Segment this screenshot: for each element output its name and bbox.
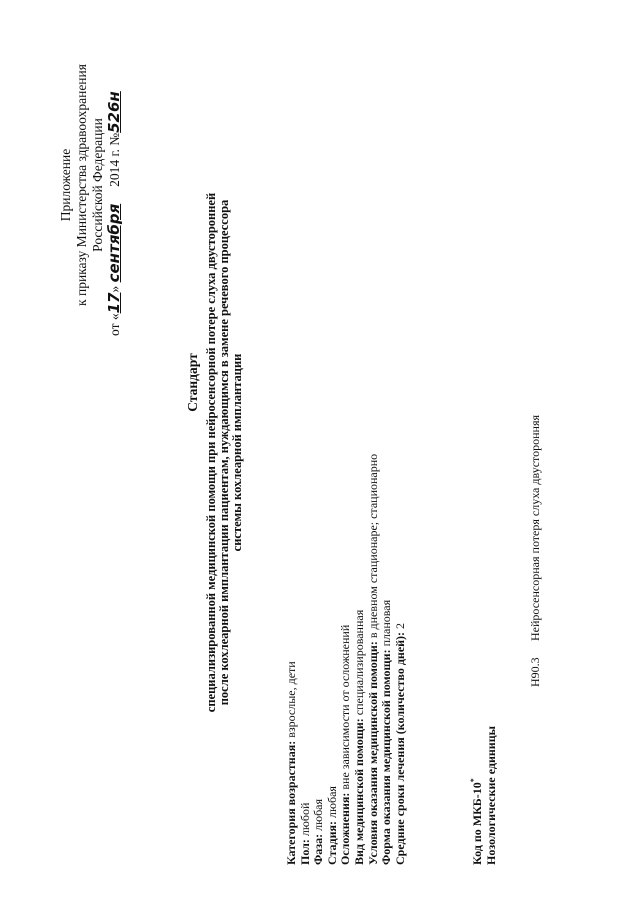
param-row: Категория возрастная: взрослые, дети [284, 661, 298, 865]
standard-title-block [186, 0, 244, 905]
order-prefix: от « [107, 313, 122, 336]
order-date-line [106, 20, 123, 350]
order-mid: » [107, 285, 122, 293]
footnote-mark: * [469, 778, 478, 783]
order-month: сентября [105, 203, 123, 283]
diagnosis-row [528, 415, 542, 687]
nosological-units-label: Нозологические единицы [484, 725, 498, 865]
diagnosis-name: Нейросенсорная потеря слуха двусторонняя [528, 414, 542, 641]
title-line-1: специализированной медицинской помощи при нейросенсорной потере слуха двусторонней [204, 192, 218, 713]
mkb-code-label: Код по МКБ-10* [469, 778, 484, 865]
param-row: Средние сроки лечения (количество дней): 2 [392, 622, 407, 865]
param-row: Форма оказания медицинской помощи: плановая [379, 599, 394, 865]
param-row: Фаза: любая [311, 798, 326, 865]
order-year: 2014 г. № [107, 132, 122, 187]
standard-heading: Стандарт [185, 353, 200, 412]
order-number: 526н [105, 91, 123, 133]
param-row: Пол: любой [297, 802, 312, 865]
title-line-2: после кохлеарной имплантации пациентам, нуждающимся в замене речевого процессора [217, 199, 231, 706]
parameters-list [285, 454, 407, 865]
appendix-country: Российской Федерации [90, 118, 105, 252]
param-row: Осложнения: вне зависимости от осложнений [338, 624, 353, 865]
appendix-order-ref: к приказу Министерства здравоохранения [74, 64, 89, 306]
param-row: Стадия: любая [324, 786, 339, 865]
param-row: Вид медицинской помощи: специализированная [351, 609, 366, 865]
param-row: Условия оказания медицинской помощи: в дневном стационаре; стационарно [365, 453, 380, 865]
mkb-block [467, 726, 498, 865]
appendix-title: Приложение [58, 148, 73, 222]
diagnosis-code: H90.3 [528, 657, 542, 687]
appendix-block [58, 20, 123, 350]
title-line-3: системы кохлеарной имплантации [230, 353, 244, 552]
order-day: 17 [105, 292, 123, 314]
